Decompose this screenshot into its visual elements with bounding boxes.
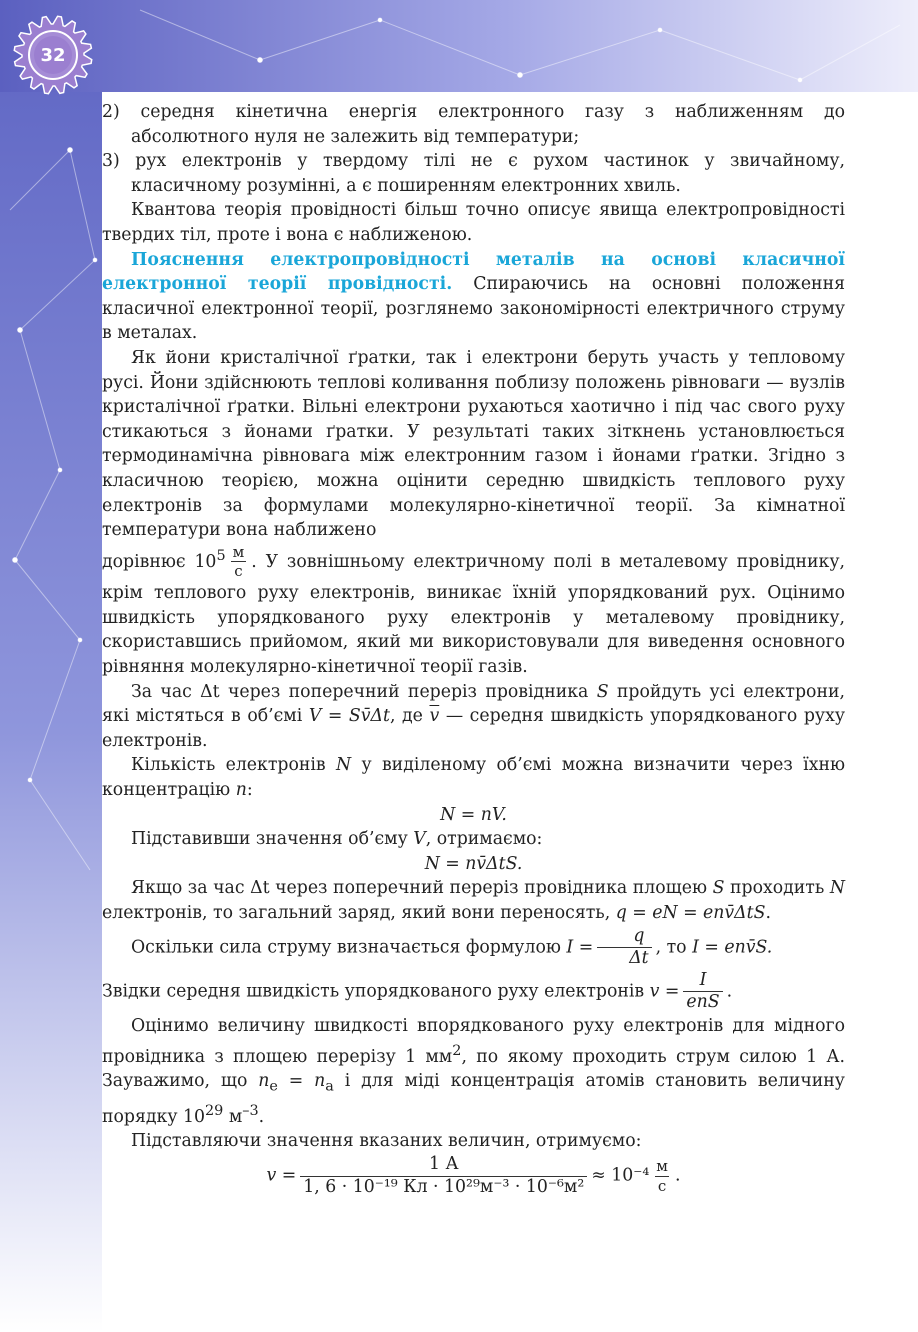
paragraph-final-intro: Підставляючи значення вказаних величин, отримуємо: — [131, 1131, 642, 1152]
formula-charge: q = eN = env̄ΔtS — [615, 902, 766, 923]
paragraph-subst: Підставивши значення об’єму V, отримаємо: — [131, 829, 543, 850]
section-heading: Пояснення електропровідності металів на основі класичної електронної теорії провідності. — [102, 249, 845, 295]
paragraph-count: Кількість електронів N у виділеному об’ємі можна визначити через їхню концентрацію n: — [102, 755, 846, 800]
paragraph-velocity: Звідки середня швидкість упорядкованого руху електронів v = $\frac{I}{\text{enS}}$ . — [102, 969, 733, 1013]
fraction-unit: $\frac{м}{с}$ — [232, 542, 245, 581]
paragraph-charge: Якщо за час Δt через поперечний переріз провідника площею S проходить N електронів, то загальний заряд, який вони переносять, q = eN = env̄ΔtS. — [102, 878, 845, 923]
paragraph-current: Оскільки сила струму визначається формулою I = $\frac{q}{\Delta t}$ , то I = env̄S. — [131, 925, 773, 969]
paragraph-quantum: Квантова теорія провідності більш точно описує явища електропровідності твердих тіл, проте і вона є наближеною. — [102, 200, 845, 245]
fraction-final-unit: $\frac{м}{с}$ — [656, 1156, 668, 1195]
equation-final: v = $\frac{1 А}{\text{1, 6 · 10⁻¹⁹ Кл · 10²⁹м⁻³ · 10⁻⁶м²}}$ ≈ 10⁻⁴ $\frac{м}{с}$ . — [266, 1153, 681, 1197]
heading-continuation: Спираючись на основні положення класичної електронної теорії, розглянемо закономірності електричного струму в металах. — [102, 274, 845, 344]
list-text: рух електронів у твердому тілі не є рухом частинок у звичайному, класичному розумінні, а є поширенням електронних хвиль. — [131, 151, 845, 196]
list-text: середня кінетична енергія електронного газу з наближенням до абсолютного нуля не залежить від температури; — [131, 102, 845, 147]
paragraph-equals: дорівнює $10^5$ $\frac{м}{с}$ . У зовнішньому електричному полі в металевому провіднику, крім теплового руху електронів, виникає їхній упорядкований рух. Оцінимо швидкість упорядкованого руху електронів у металевому провіднику, скориставшись прийомом, який ми використовували для виведення основного рівняння молекулярно-кінетичної теорії газів. — [102, 542, 845, 677]
fraction-current: $\frac{q}{\Delta t}$ — [597, 926, 651, 970]
fraction-velocity: $\frac{I}{\text{enS}}$ — [683, 970, 722, 1014]
page-content — [102, 100, 845, 1198]
equation-1: N = nV. — [440, 804, 507, 825]
list-item — [102, 149, 845, 198]
paragraph-time: За час Δt через поперечний переріз провідника S пройдуть усі електрони, які містяться в об’ємі V = Sv̄Δt, де $\overline{v}$ — середня швидкість упорядкованого руху електронів. — [102, 681, 846, 751]
paragraph-ions: Як йони кристалічної ґратки, так і електрони беруть участь у тепловому русі. Йони здійснюють теплові коливання поблизу положень рівноваги — вузлів кристалічної ґратки. Вільні електрони рухаються хаотично і під час свого руху стикаються з йонами ґратки. У результаті таких зіткнень установлюється термодинамічна рівновага між електронним газом і йонами ґратки. Згідно з класичною теорією, можна оцінити середню швидкість теплового руху електронів за формулами молекулярно-кінетичної теорії. За кімнатної температури вона наближено — [102, 347, 845, 541]
fraction-final: $\frac{1 А}{\text{1, 6 · 10⁻¹⁹ Кл · 10²⁹м⁻³ · 10⁻⁶м²}}$ — [300, 1154, 587, 1198]
equation-2: N = nv̄ΔtS. — [424, 853, 523, 874]
list-item — [102, 100, 845, 149]
list-number: 2) — [102, 102, 120, 122]
page-number: 32 — [40, 44, 66, 66]
formula-volume: V = Sv̄Δt — [308, 706, 390, 727]
list-number: 3) — [102, 151, 120, 172]
paragraph-heading — [102, 248, 845, 346]
paragraph-estimate: Оцінимо величину швидкості впорядкованого руху електронів для мідного провідника з площею перерізу 1 $мм^2$, по якому проходить струм силою 1 А. Зауважимо, що $n_е = n_а$ і для міді концентрація атомів становить величину порядку $10^{29}$ $м^{-3}$. — [102, 1015, 846, 1127]
